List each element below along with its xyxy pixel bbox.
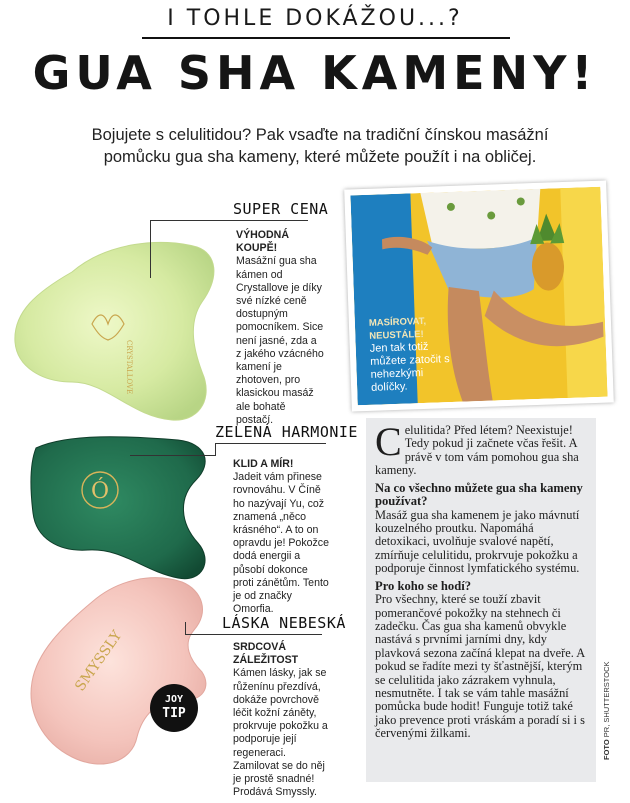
section-body-2: Jadeit vám přinese rovnováhu. V Číně ho nazývají Yu, což znamená „něco krásného“. A to on opravdu je! Pokožce dodá energii a působí dokonce proti zánětům. Tento je od značky Omorfia. <box>233 471 329 616</box>
kicker: I TOHLE DOKÁŽOU...? <box>167 6 463 31</box>
section-rule-2 <box>215 443 326 444</box>
section-subhead-3: SRDCOVÁ ZÁLEŽITOST <box>233 641 299 667</box>
photo-credit <box>602 662 611 761</box>
credit-label: FOTO <box>602 739 611 760</box>
photo-caption-head: MASÍROVAT, NEUSTÁLE! <box>368 315 427 342</box>
section-rule-3 <box>185 634 322 635</box>
pointer-line-3 <box>185 622 186 634</box>
kicker-rule <box>142 37 510 39</box>
section-body-1: Masážní gua sha kámen od Crystallove je díky své nízké ceně dostupným pomocníkem. Sice není jasné, zda a z jakého vzácného kamení je zhotoven, pro klasickou masáž ale bohatě postačí. <box>236 255 324 426</box>
section-subhead-2: KLID A MÍR! <box>233 458 294 470</box>
photo-caption <box>369 314 462 395</box>
joy-tip-badge <box>150 684 198 732</box>
photo-caption-text: Jen tak totiž můžete zatočit s nehezkými dolíčky. <box>369 340 450 394</box>
page-title: GUA SHA KAMENY! <box>32 46 598 100</box>
section-text-1 <box>236 229 324 427</box>
lifestyle-photo <box>344 180 614 411</box>
pointer-line-2b <box>130 455 216 456</box>
dropcap: C <box>375 419 402 464</box>
article-intro: elulitida? Před létem? Neexistuje! Tedy pokud ji začnete včas řešit. A právě v tom vám pomohou gua sha kameny. <box>375 423 579 478</box>
stone2-logo: Ó <box>90 479 110 504</box>
section-rule-1 <box>150 220 308 221</box>
section-subhead-1: VÝHODNÁ KOUPĚ! <box>236 229 289 255</box>
section-text-2 <box>233 458 331 616</box>
section-title-laska-nebeska: LÁSKA NEBESKÁ <box>222 614 346 632</box>
section-title-zelena-harmonie: ZELENÁ HARMONIE <box>215 423 358 441</box>
article-body <box>375 419 589 741</box>
pointer-line-1 <box>150 220 151 278</box>
credit-text: PR, SHUTTERSTOCK <box>602 661 611 738</box>
pointer-line-2a <box>215 443 216 455</box>
stone-rose-image <box>22 572 212 772</box>
badge-line-1: JOY <box>164 694 184 705</box>
stone3-brand-text: SMYSSLY <box>72 627 126 695</box>
intro-text: Bojujete s celulitidou? Pak vsaďte na tradiční čínskou masážní pomůcku gua sha kameny, které můžete použít i na obličej. <box>91 126 549 166</box>
answer-2: Pro všechny, které se touží zbavit pomerančové pokožky na stehnech či zadečku. Čas gua sha kamenů obvykle nastává s prvními jarními dny, kdy plavková sezona začíná klepat na dveře. A pokud se řadíte mezi ty šťastnější, kterým se celulitida jako zázrakem vyhnula, nesmutněte. I tak se vám tahle masážní pomůcka bude hodit! Funguje totiž také jako prevence proti vráskám a poradí si i s červenými žilkami. <box>375 592 585 741</box>
stone1-brand-text: CRYSTALLOVE <box>125 340 133 395</box>
badge-line-2: TIP <box>162 706 186 721</box>
answer-1: Masáž gua sha kamenem je jako mávnutí kouzelného proutku. Napomáhá detoxikaci, uvolňuje svalové napětí, zmírňuje celulitidu, prokrvuje pokožku a podporuje činnost lymfatického systému. <box>375 507 580 576</box>
section-title-super-cena: SUPER CENA <box>233 200 329 218</box>
question-1: Na co všechno můžete gua sha kameny používat? <box>375 480 583 509</box>
stone-light-green-image <box>12 232 222 427</box>
section-text-3 <box>233 641 331 799</box>
section-body-3: Kámen lásky, jak se růženínu přezdívá, dokáže povrchově léčit kožní záněty, prokrvuje pokožku a podporuje její regeneraci. Zamilovat se do něj je prostě snadné! Prodává Smyssly. <box>233 667 328 799</box>
question-2: Pro koho se hodí? <box>375 578 471 593</box>
